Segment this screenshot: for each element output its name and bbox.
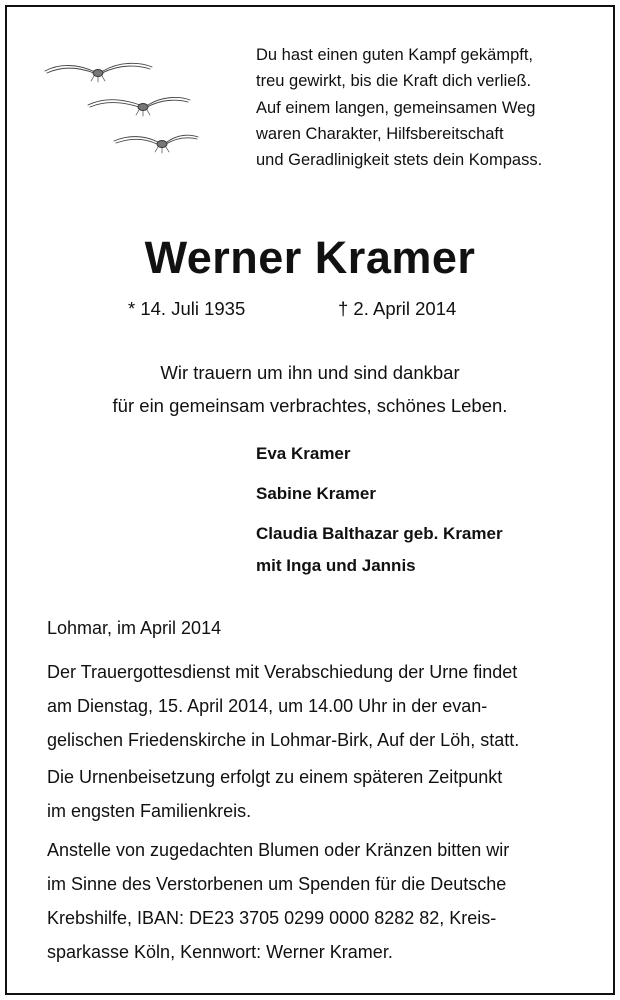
mourning-statement bbox=[0, 356, 620, 422]
poem-line: treu gewirkt, bis die Kraft dich verließ. bbox=[256, 72, 532, 91]
poem-line: waren Charakter, Hilfsbereitschaft bbox=[256, 124, 504, 143]
flying-birds-icon bbox=[40, 58, 200, 163]
donation-paragraph bbox=[47, 833, 572, 969]
birth-date: * 14. Juli 1935 bbox=[128, 298, 246, 319]
poem-line: und Geradlinigkeit stets dein Kompass. bbox=[256, 151, 543, 170]
service-paragraph bbox=[47, 655, 572, 757]
poem-line: Auf einem langen, gemeinsamen Weg bbox=[256, 98, 536, 117]
donation-line: Anstelle von zugedachten Blumen oder Kränzen bitten wir bbox=[47, 840, 510, 860]
service-line: am Dienstag, 15. April 2014, um 14.00 Uhr in der evan- bbox=[47, 696, 488, 716]
poem-line: Du hast einen guten Kampf gekämpft, bbox=[256, 46, 534, 64]
donation-line: Krebshilfe, IBAN: DE23 3705 0299 0000 8282 82, Kreis- bbox=[47, 908, 497, 928]
burial-line: Die Urnenbeisetzung erfolgt zu einem späteren Zeitpunkt bbox=[47, 767, 503, 787]
family-member: Eva Kramer bbox=[256, 444, 351, 463]
family-member: mit Inga und Jannis bbox=[256, 556, 416, 575]
family-member: Sabine Kramer bbox=[256, 484, 376, 503]
place-date-line: Lohmar, im April 2014 bbox=[47, 618, 222, 638]
death-date: † 2. April 2014 bbox=[338, 298, 457, 319]
donation-line: sparkasse Köln, Kennwort: Werner Kramer. bbox=[47, 942, 393, 962]
donation-line: im Sinne des Verstorbenen um Spenden für die Deutsche bbox=[47, 874, 507, 894]
burial-line: im engsten Familienkreis. bbox=[47, 801, 252, 821]
poem-verse bbox=[256, 42, 586, 173]
place-date bbox=[47, 611, 572, 645]
family-member: Claudia Balthazar geb. Kramer bbox=[256, 524, 503, 543]
deceased-name: Werner Kramer bbox=[144, 232, 476, 283]
service-line: gelischen Friedenskirche in Lohmar-Birk, Auf der Löh, statt. bbox=[47, 730, 520, 750]
service-line: Der Trauergottesdienst mit Verabschiedung der Urne findet bbox=[47, 662, 518, 682]
burial-paragraph bbox=[47, 760, 572, 828]
mourning-line: für ein gemeinsam verbrachtes, schönes Leben. bbox=[112, 395, 508, 416]
mourning-line: Wir trauern um ihn und sind dankbar bbox=[160, 362, 460, 383]
